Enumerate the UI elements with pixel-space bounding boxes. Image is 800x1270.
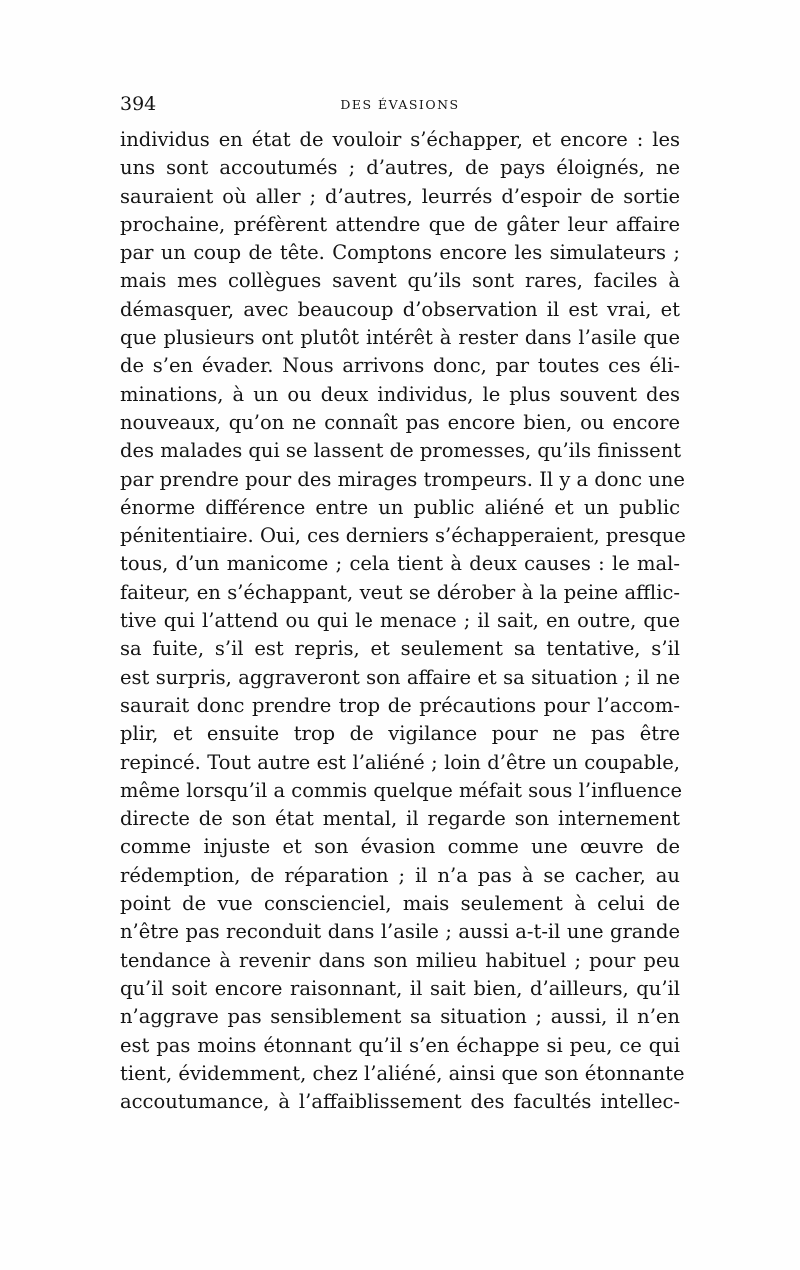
text-line: démasquer, avec beaucoup d’observation il est vrai, et [120, 297, 680, 321]
text-line: saurait donc prendre trop de précautions pour l’accom- [120, 693, 680, 717]
text-line: rédemption, de réparation ; il n’a pas à se cacher, au [120, 863, 680, 887]
text-line: sauraient où aller ; d’autres, leurrés d’espoir de sortie [120, 184, 680, 208]
page-header [120, 92, 680, 116]
text-line: est surpris, aggraveront son affaire et sa situation ; il ne [120, 665, 680, 689]
text-line: accoutumance, à l’affaiblissement des facultés intellec- [120, 1090, 680, 1114]
body-text [120, 126, 686, 1116]
text-line: des malades qui se lassent de promesses, qu’ils finissent [120, 439, 682, 463]
text-line: qu’il soit encore raisonnant, il sait bien, d’ailleurs, qu’il [120, 976, 680, 1000]
text-line: nouveaux, qu’on ne connaît pas encore bien, ou encore [120, 410, 680, 434]
text-line: sa fuite, s’il est repris, et seulement sa tentative, s’il [120, 637, 680, 661]
text-line: de s’en évader. Nous arrivons donc, par toutes ces éli- [120, 354, 680, 378]
text-line: que plusieurs ont plutôt intérêt à rester dans l’asile que [120, 326, 680, 350]
page-number: 394 [120, 93, 157, 115]
text-line: tive qui l’attend ou qui le menace ; il sait, en outre, que [120, 609, 680, 633]
text-line: par un coup de tête. Comptons encore les simulateurs ; [120, 241, 680, 265]
text-line: énorme différence entre un public aliéné et un public [120, 495, 680, 519]
text-line: uns sont accoutumés ; d’autres, de pays éloignés, ne [120, 156, 680, 180]
running-title: DES ÉVASIONS [340, 97, 460, 112]
text-line: point de vue conscienciel, mais seulement à celui de [120, 892, 680, 916]
text-line: individus en état de vouloir s’échapper, et encore : les [120, 128, 680, 151]
text-line: n’être pas reconduit dans l’asile ; aussi a-t-il une grande [120, 920, 680, 944]
text-line: même lorsqu’il a commis quelque méfait sous l’influence [120, 778, 682, 802]
text-line: tient, évidemment, chez l’aliéné, ainsi que son étonnante [120, 1061, 685, 1085]
text-line: n’aggrave pas sensiblement sa situation ; aussi, il n’en [120, 1005, 680, 1029]
text-line: tous, d’un manicome ; cela tient à deux causes : le mal- [120, 552, 680, 576]
text-line: directe de son état mental, il regarde son internement [120, 807, 680, 831]
text-line: prochaine, préfèrent attendre que de gâter leur affaire [120, 212, 680, 236]
text-line: tendance à revenir dans son milieu habituel ; pour peu [120, 948, 680, 972]
text-line: pénitentiaire. Oui, ces derniers s’échapperaient, presque [120, 524, 686, 548]
text-line: par prendre pour des mirages trompeurs. Il y a donc une [120, 467, 685, 491]
text-line: est pas moins étonnant qu’il s’en échappe si peu, ce qui [120, 1033, 680, 1057]
text-line: mais mes collègues savent qu’ils sont rares, faciles à [120, 269, 680, 293]
text-line: faiteur, en s’échappant, veut se dérober à la peine afflic- [120, 580, 680, 604]
text-line: repincé. Tout autre est l’aliéné ; loin d’être un coupable, [120, 750, 680, 774]
text-line: comme injuste et son évasion comme une œuvre de [120, 835, 680, 859]
text-line: plir, et ensuite trop de vigilance pour ne pas être [120, 722, 680, 746]
text-line: minations, à un ou deux individus, le plus souvent des [120, 382, 680, 406]
